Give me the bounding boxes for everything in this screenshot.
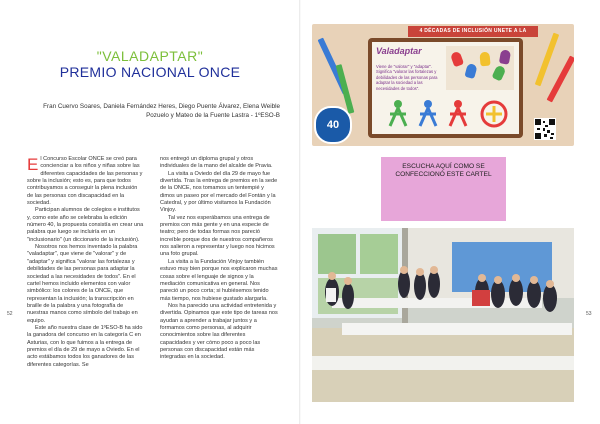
edition-40-badge: 40	[314, 106, 352, 144]
article-authors	[24, 103, 280, 120]
hand-icon	[479, 52, 490, 67]
paragraph: La visita a la Fundación Vinjoy también estuvo muy bien porque nos explicaron muchas cosas sobre el lenguaje de signos y la mediación comunicativa en general. Nos pareció un poco corta; si hubiésemos tenido más tiempo, nos hubiese gustado alargarla.	[160, 258, 278, 302]
pencil-icon	[535, 33, 559, 87]
hand-icon	[464, 63, 477, 79]
paragraph: Nos ha parecido una actividad entretenida y divertida. Opinamos que este tipo de tareas nos ayudan a aprender a trabajar juntos y a formamos como personas, al adquirir conocimientos sobre las diferentes capacidades y ver cómo poco a poco las personas con discapacidad están más integradas en la sociedad.	[160, 302, 278, 361]
paragraph: Tal vez nos esperábamos una entrega de premios con más gente y en una especie de teatro; pero de todas formas nos pareció increíble porque dos de nuestros compañeros nos salieron a representar y luego nos hicimos una foto grupal.	[160, 214, 275, 258]
qr-code-icon[interactable]	[534, 118, 556, 140]
page-number-left: 52	[7, 311, 13, 317]
contest-poster-image	[312, 24, 574, 146]
paragraph: Este año nuestra clase de 1ºESO-B ha sido la ganadora del concurso en la categoría C en Asturias, con lo que fuimos a la entrega de premios el día de 29 de mayo a Oviedo. En el acto estábamos todos los ganadores de las diferentes categorías. Se	[27, 324, 143, 368]
paragraph: Participan alumnos de colegios e institutos y, como este año se celebraba la edición número 40, la propuesta consistía en crear una palabra que luego se incluiría en un "inclusionario" (un diccionario de la inclusión).	[27, 207, 144, 243]
paragraph: El Concurso Escolar ONCE se creó para concienciar a los niños y niñas sobre las diferentes capacidades de las personas y sobre la inclusión; esto es, para que todos contribuyamos a conseguir la plena inclusión de las personas con discapacidad en la sociedad.	[27, 155, 143, 207]
listen-callout-box[interactable]	[381, 157, 506, 221]
article-column-1	[27, 156, 145, 369]
poster-definition: Viene de "valorar" y "adaptar". Significa "valorar las fortalezas y debilidades de las personas para adaptar la sociedad a las necesidades de todos".	[376, 64, 438, 91]
hand-icon	[499, 49, 511, 65]
article-title: "VALADAPTAR"	[96, 48, 204, 64]
callout-line-1: ESCUCHA AQUÍ COMO SE	[402, 163, 485, 170]
hands-photo	[446, 46, 514, 90]
hand-icon	[492, 65, 507, 82]
drop-cap: E	[27, 155, 39, 174]
paragraph: La visita a Oviedo del día 29 de mayo fue divertida. Tras la entrega de premios en la sede de la ONCE, nos tomamos un tentempié y dimos un paseo por el mercado del Fontán y la Catedral, y por último visitamos la Fundación Vinjoy.	[160, 170, 278, 214]
page-number-right: 53	[586, 311, 592, 317]
authors-line-2: Pozuelo y Mateo de la Fuente Lastra - 1ºESO-B	[146, 111, 280, 119]
callout-line-2: CONFECCIONÓ ESTE CARTEL	[395, 171, 492, 178]
poster-logo: Valadaptar	[376, 46, 422, 56]
poster-banner: 4 DÉCADAS DE INCLUSIÓN UNETE A LA	[408, 26, 538, 37]
paragraph: nos entregó un diploma grupal y otros individuales de la mano del alcalde de Pravia.	[160, 156, 273, 170]
inclusion-figures-icon	[376, 98, 516, 130]
classroom-photo	[312, 228, 574, 402]
authors-line-1: Fran Cuervo Soares, Daniela Fernández Heres, Diego Puente Álvarez, Elena Weible	[43, 103, 280, 110]
article-subtitle: PREMIO NACIONAL ONCE	[59, 64, 241, 80]
poster-board	[368, 38, 523, 138]
paragraph: Nosotros nos hemos inventado la palabra "valadaptar", que viene de "valorar" y de "adaptar" y significa "valorar las fortalezas y debilidades de las personas para adaptar la sociedad a las necesidades de todos". En el cartel hemos incluido elementos con valor simbólico: los colores de la ONCE, que representan la inclusión; la transcripción en braille de la palabra y una fotografía de nuestras manos como símbolo del trabajo en equipo.	[27, 244, 138, 324]
article-column-2	[160, 156, 278, 362]
hand-icon	[450, 51, 464, 68]
pencil-icon	[547, 56, 574, 103]
